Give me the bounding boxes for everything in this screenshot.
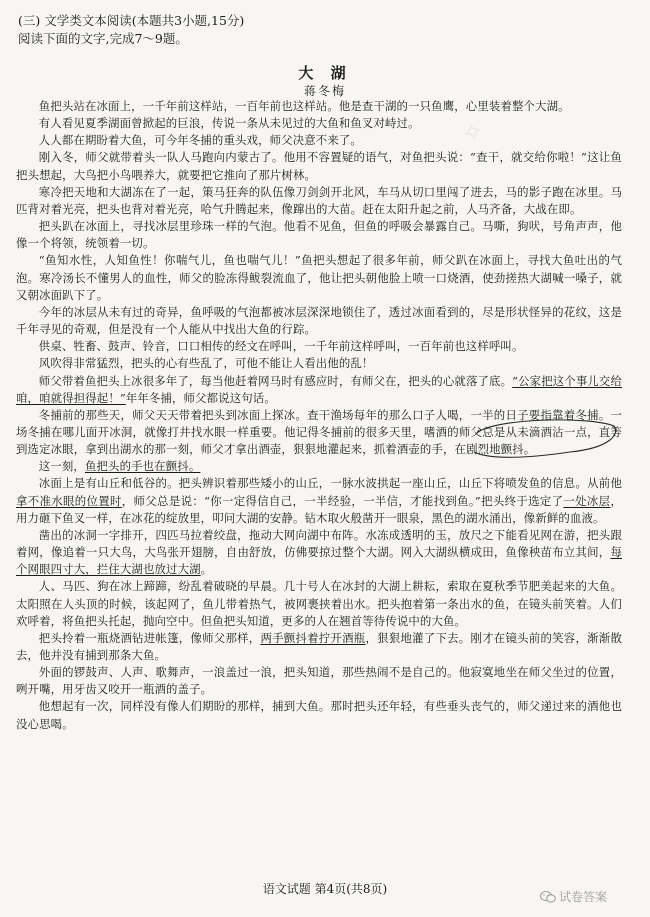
paragraph-text: 冰面上是有山丘和低谷的。把头辨识着那些矮小的山丘，一脉水波拱起一座山丘，山丘下将喷发鱼的信息。从前他 bbox=[38, 476, 622, 491]
reading-instruction: 阅读下面的文字,完成7～9题。 bbox=[18, 31, 188, 46]
paragraph-text: 年年冬捕，师父都说这句话。 bbox=[125, 390, 276, 405]
paragraph: 今年的冰层从未有过的奇异，鱼呼吸的气泡都被冰层深深地锁住了，透过冰面看到的，尽是形状怪异的花纹，这是千年寻见的奇观，但是没有一个人能从中找出大鱼的行踪。 bbox=[16, 304, 622, 337]
article-body bbox=[16, 98, 622, 733]
paragraph bbox=[16, 527, 622, 578]
paragraph-text: ，狠狠地灌了下去。刚才在镜头前的笑容，渐渐散去，他并没有捕到那条大鱼。 bbox=[16, 630, 622, 662]
watermark bbox=[540, 888, 607, 905]
underlined-phrase: 每个网眼四寸大，拦住大湖也放过大湖 bbox=[16, 545, 622, 577]
paragraph: 鱼把头站在冰面上，一千年前这样站，一百年前也这样站。他是查干湖的一只鱼鹰，心里装着整个大湖。 bbox=[38, 99, 570, 113]
wechat-icon bbox=[540, 891, 556, 903]
paragraph bbox=[16, 475, 622, 526]
paragraph-text: 。 bbox=[200, 562, 213, 577]
paragraph bbox=[16, 458, 622, 475]
paragraph bbox=[16, 630, 622, 664]
paragraph-text: 把头拎着一瓶烧酒钻进帐篷，像师父那样， bbox=[38, 630, 261, 645]
paragraph bbox=[16, 373, 622, 407]
underlined-phrase: 一处冰层 bbox=[563, 493, 611, 508]
underlined-quote: “公家把这个事儿交给咱，咱就得担得起！” bbox=[16, 373, 622, 405]
paragraph: 人人都在期盼着大鱼，可今年冬捕的重头戏，师父决意不来了。 bbox=[38, 133, 362, 148]
paragraph: 寒冷把天地和大湖冻在了一起，策马狂奔的队伍像刀剑剑开北风，车马从切口里闯了进去，马的影子跑在冰里。马匹背对着光亮，把头也背对着光亮，哈气升腾起来，像蹿出的大苗。赶在太阳升起之前，人马齐备，大战在即。 bbox=[16, 184, 622, 216]
paragraph: 他想起有一次，同样没有像人们期盼的那样，捕到大鱼。那时把头还年轻，有些垂头丧气的，师父递过来的酒他也没心思喝。 bbox=[16, 699, 622, 731]
paragraph-text: 师父带着鱼把头上冰很多年了，每当他赶着网马时有感应时，有师父在，把头的心就落了底。 bbox=[38, 373, 513, 388]
article-author: 蒋冬梅 bbox=[303, 84, 346, 98]
underlined-phrase: 鱼把头的手也在颤抖。 bbox=[84, 459, 201, 474]
paragraph: 把头趴在冰面上，寻找冰层里珍珠一样的气泡。他看不见鱼，但鱼的呼吸会暴露自己。马嘶，狗吠，号角声声，他像一个将领，统领着一切。 bbox=[16, 219, 622, 251]
paragraph: “鱼知水性，人知鱼性！你喘气儿，鱼也喘气儿！”鱼把头想起了很多年前，师父趴在冰面上，寻找大鱼吐出的气泡。寒冷汤长不懂男人的血性，师父的脸冻得鲅裂流血了，他让把头朝他脸上喷一口烧酒，使劲搓热大湖喊一嗓子，就又朝冰面趴下了。 bbox=[16, 253, 622, 302]
watermark-text: 试卷答案 bbox=[559, 890, 608, 904]
paragraph: 风吹得非常猛烈，把头的心有些乱了，可他不能让人看出他的乱！ bbox=[38, 356, 374, 371]
underlined-phrase: 两手颤抖着拧开酒瓶 bbox=[260, 630, 366, 645]
paragraph-text: ，师父总是说：“你一定得信自己，一半经验，一半信，才能找到鱼。”把头终于选定了 bbox=[121, 493, 564, 508]
article-title: 大 湖 bbox=[298, 64, 352, 82]
background-stamp: ✧ bbox=[457, 115, 488, 151]
paragraph: 供桌、牲畜、鼓声、铃音，口口相传的经文在呼叫，一千年前这样呼叫，一百年前也这样呼叫。 bbox=[38, 339, 524, 354]
paragraph-text: 这一刻， bbox=[38, 459, 85, 474]
underlined-phrase: 拿不准水眼的位置时 bbox=[16, 493, 122, 508]
paragraph: 有人看见夏季湖面曾掀起的巨浪，传说一条从未见过的大鱼和鱼叉对峙过。 bbox=[38, 116, 420, 131]
paragraph: 刚入冬，师父就带着头一队人马跑向内蒙古了。他用不容置疑的语气，对鱼把头说：“查干，就交给你啦！”这让鱼把头想起，大鸟把小鸟喂养大，就要把它推向了那片树林。 bbox=[16, 150, 622, 182]
paragraph: 人、马匹、狗在冰上蹄蹄，纷乱着破晓的早晨。几十号人在冰封的大湖上耕耘，索取在夏秋季节肥美起来的大鱼。太阳照在人头顶的时候，该起网了，鱼儿带着热气，被网裹挟着出水。把头抱着第一条出水的鱼，在镜头前笑着。人们欢呼着，将鱼把头托起，抛向空中。但鱼把头知道，更多的人在翘首等待传说中的大鱼。 bbox=[16, 579, 622, 628]
paragraph-text: 凿出的冰洞一字排开，四匹马拉着绞盘，拖动大网向湖中布阵。水冻成透明的玉，放尺之下能看见网在游，把头跟着网，像追着一只大鸟，大鸟张开翅膀，自由舒放，仿佛要掠过整个大湖。网入大湖纵横成田，鱼像秧苗布立其间， bbox=[16, 527, 622, 560]
paragraph-text: ，用力砸下鱼叉一样，在冰花的绽放里，叩问大湖的安静。钻木取火般凿开一眼泉，黑色的湖水涌出，像新鲜的血液。 bbox=[16, 493, 622, 525]
paragraph: 外面的锣鼓声、人声、歌舞声，一浪盖过一浪，把头知道，那些热闹不是自己的。他寂寞地坐在师父坐过的位置，咧开嘴，用牙齿又咬开一瓶酒的盖子。 bbox=[16, 665, 622, 697]
section-heading: (三) 文学类文本阅读(本题共3小题,15分) bbox=[18, 13, 245, 28]
page-footer: 语文试题 第4页(共8页) bbox=[262, 882, 388, 896]
paragraph: 冬捕前的那些天，师父天天带着把头到冰面上探冰。查干渔场每年的那么口子人喝，一半的日子要指靠着冬捕。一场冬捕在哪儿面开冰洞，就像打井找水眼一样重要。他记得冬捕前的很多天里，嗜酒的师父总是从未滴酒沾一点，直等到选定冰眼，拿到出湖水的那一刻，师父才拿出酒壶，狠狠地灌起来，抓着酒壶的手，在剧烈地颤抖。 bbox=[16, 407, 622, 457]
